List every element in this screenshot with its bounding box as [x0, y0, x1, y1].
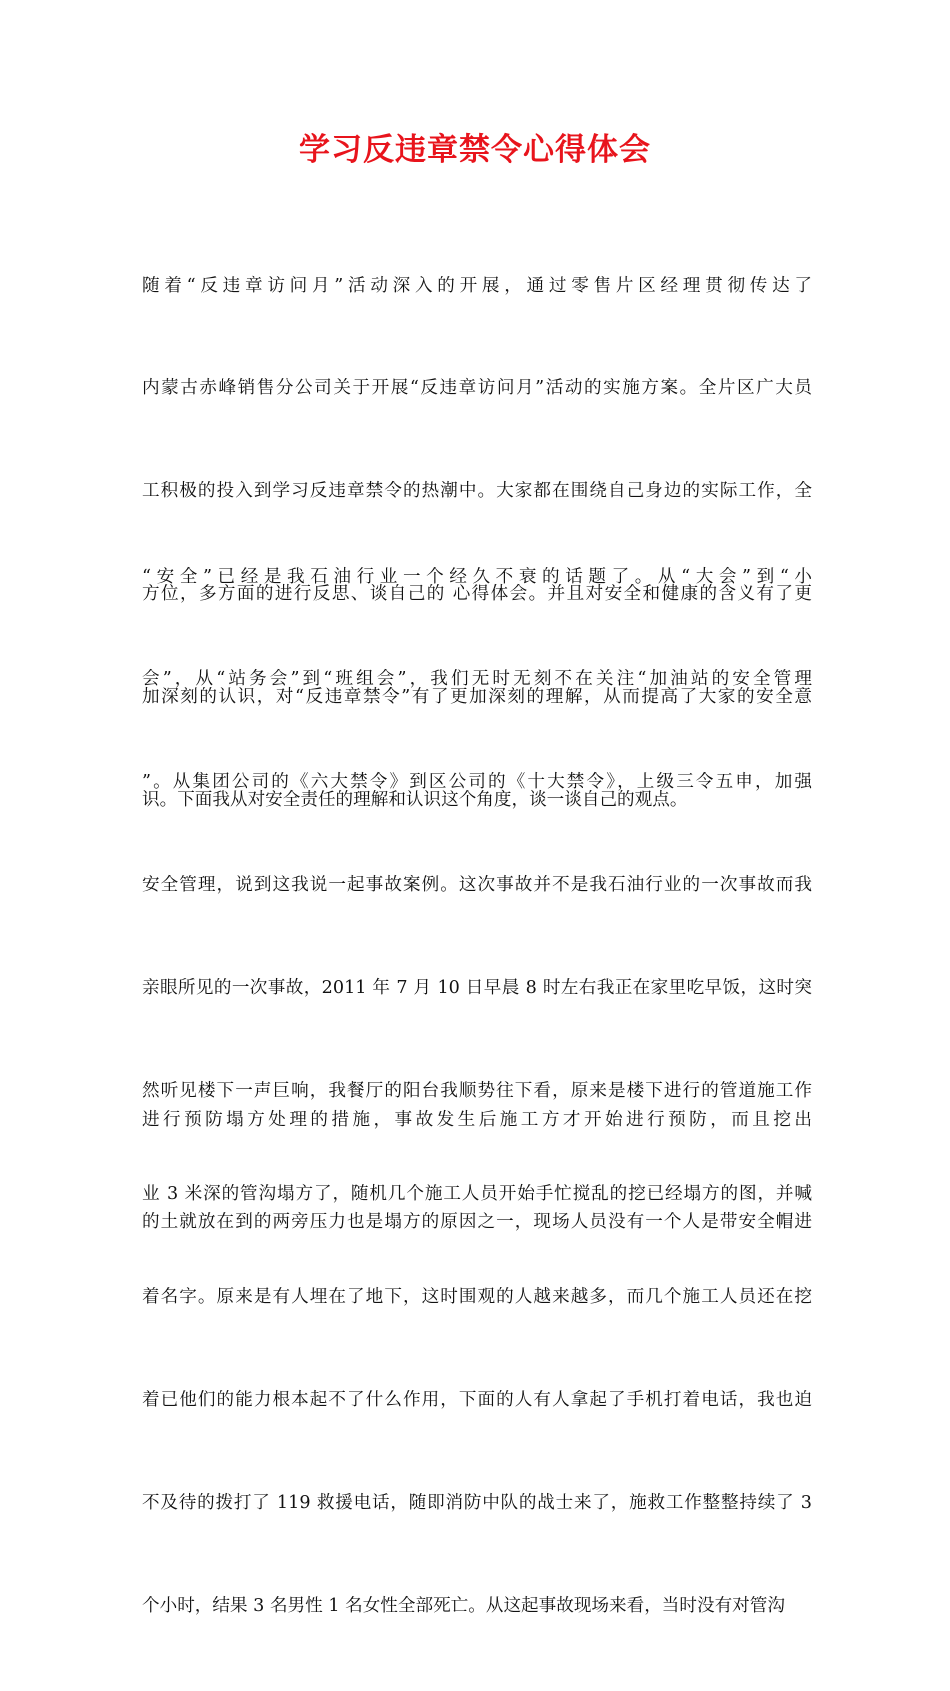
paragraph-line: 的土就放在到的两旁压力也是塌方的原因之一，现场人员没有一个人是带安全帽进 [142, 1212, 812, 1233]
paragraph-line: 会”，从“站务会”到“班组会”，我们无时无刻不在关注“加油站的安全管理 [142, 669, 812, 690]
paragraph-line: 随着“反违章访问月”活动深入的开展，通过零售片区经理贯彻传达了 [142, 275, 812, 296]
paragraph-line: 安全管理，说到这我说一起事故案例。这次事故并不是我石油行业的一次事故而我 [142, 875, 812, 896]
paragraph-line: 工积极的投入到学习反违章禁令的热潮中。大家都在围绕自己身边的实际工作，全 [142, 481, 812, 502]
paragraph-line: “安全”已经是我石油行业一个经久不衰的话题了。从“大会”到“小 [142, 566, 812, 587]
paragraph-line: 内蒙古赤峰销售分公司关于开展“反违章访问月”活动的实施方案。全片区广大员 [142, 378, 812, 399]
paragraph-line: 方位，多方面的进行反思、谈自己的 心得体会。并且对安全和健康的含义有了更 [142, 584, 812, 605]
paragraph-line: ”。从集团公司的《六大禁令》到区公司的《十大禁令》，上级三令五申，加强 [142, 772, 812, 793]
page-title: 学习反违章禁令心得体会 [299, 132, 651, 168]
paragraph-line: 加深刻的认识，对“反违章禁令”有了更加深刻的理解，从而提高了大家的安全意 [142, 687, 812, 708]
paragraph-line: 着已他们的能力根本起不了什么作用，下面的人有人拿起了手机打着电话，我也迫 [142, 1389, 812, 1410]
paragraph-line: 进行预防塌方处理的措施，事故发生后施工方才开始进行预防，而且挖出 [142, 1109, 812, 1130]
paragraph-line: 个小时，结果 3 名男性 1 名女性全部死亡。从这起事故现场来看，当时没有对管沟 [142, 1595, 785, 1616]
paragraph-line: 亲眼所见的一次事故，2011 年 7 月 10 日早晨 8 时左右我正在家里吃早饭，这时突 [142, 978, 812, 999]
paragraph-line: 着名字。原来是有人埋在了地下，这时围观的人越来越多，而几个施工人员还在挖 [142, 1286, 812, 1307]
paragraph-line: 业 3 米深的管沟塌方了，随机几个施工人员开始手忙搅乱的挖已经塌方的图，并喊 [142, 1183, 812, 1204]
paragraph-line: 识。下面我从对安全责任的理解和认识这个角度，谈一谈自己的观点。 [142, 790, 688, 811]
paragraph-line: 然听见楼下一声巨响，我餐厅的阳台我顺势往下看，原来是楼下进行的管道施工作 [142, 1081, 812, 1102]
paragraph-3 [142, 1034, 812, 1308]
paragraph-line: 不及待的拨打了 119 救援电话，随即消防中队的战士来了，施救工作整整持续了 3 [142, 1492, 812, 1513]
